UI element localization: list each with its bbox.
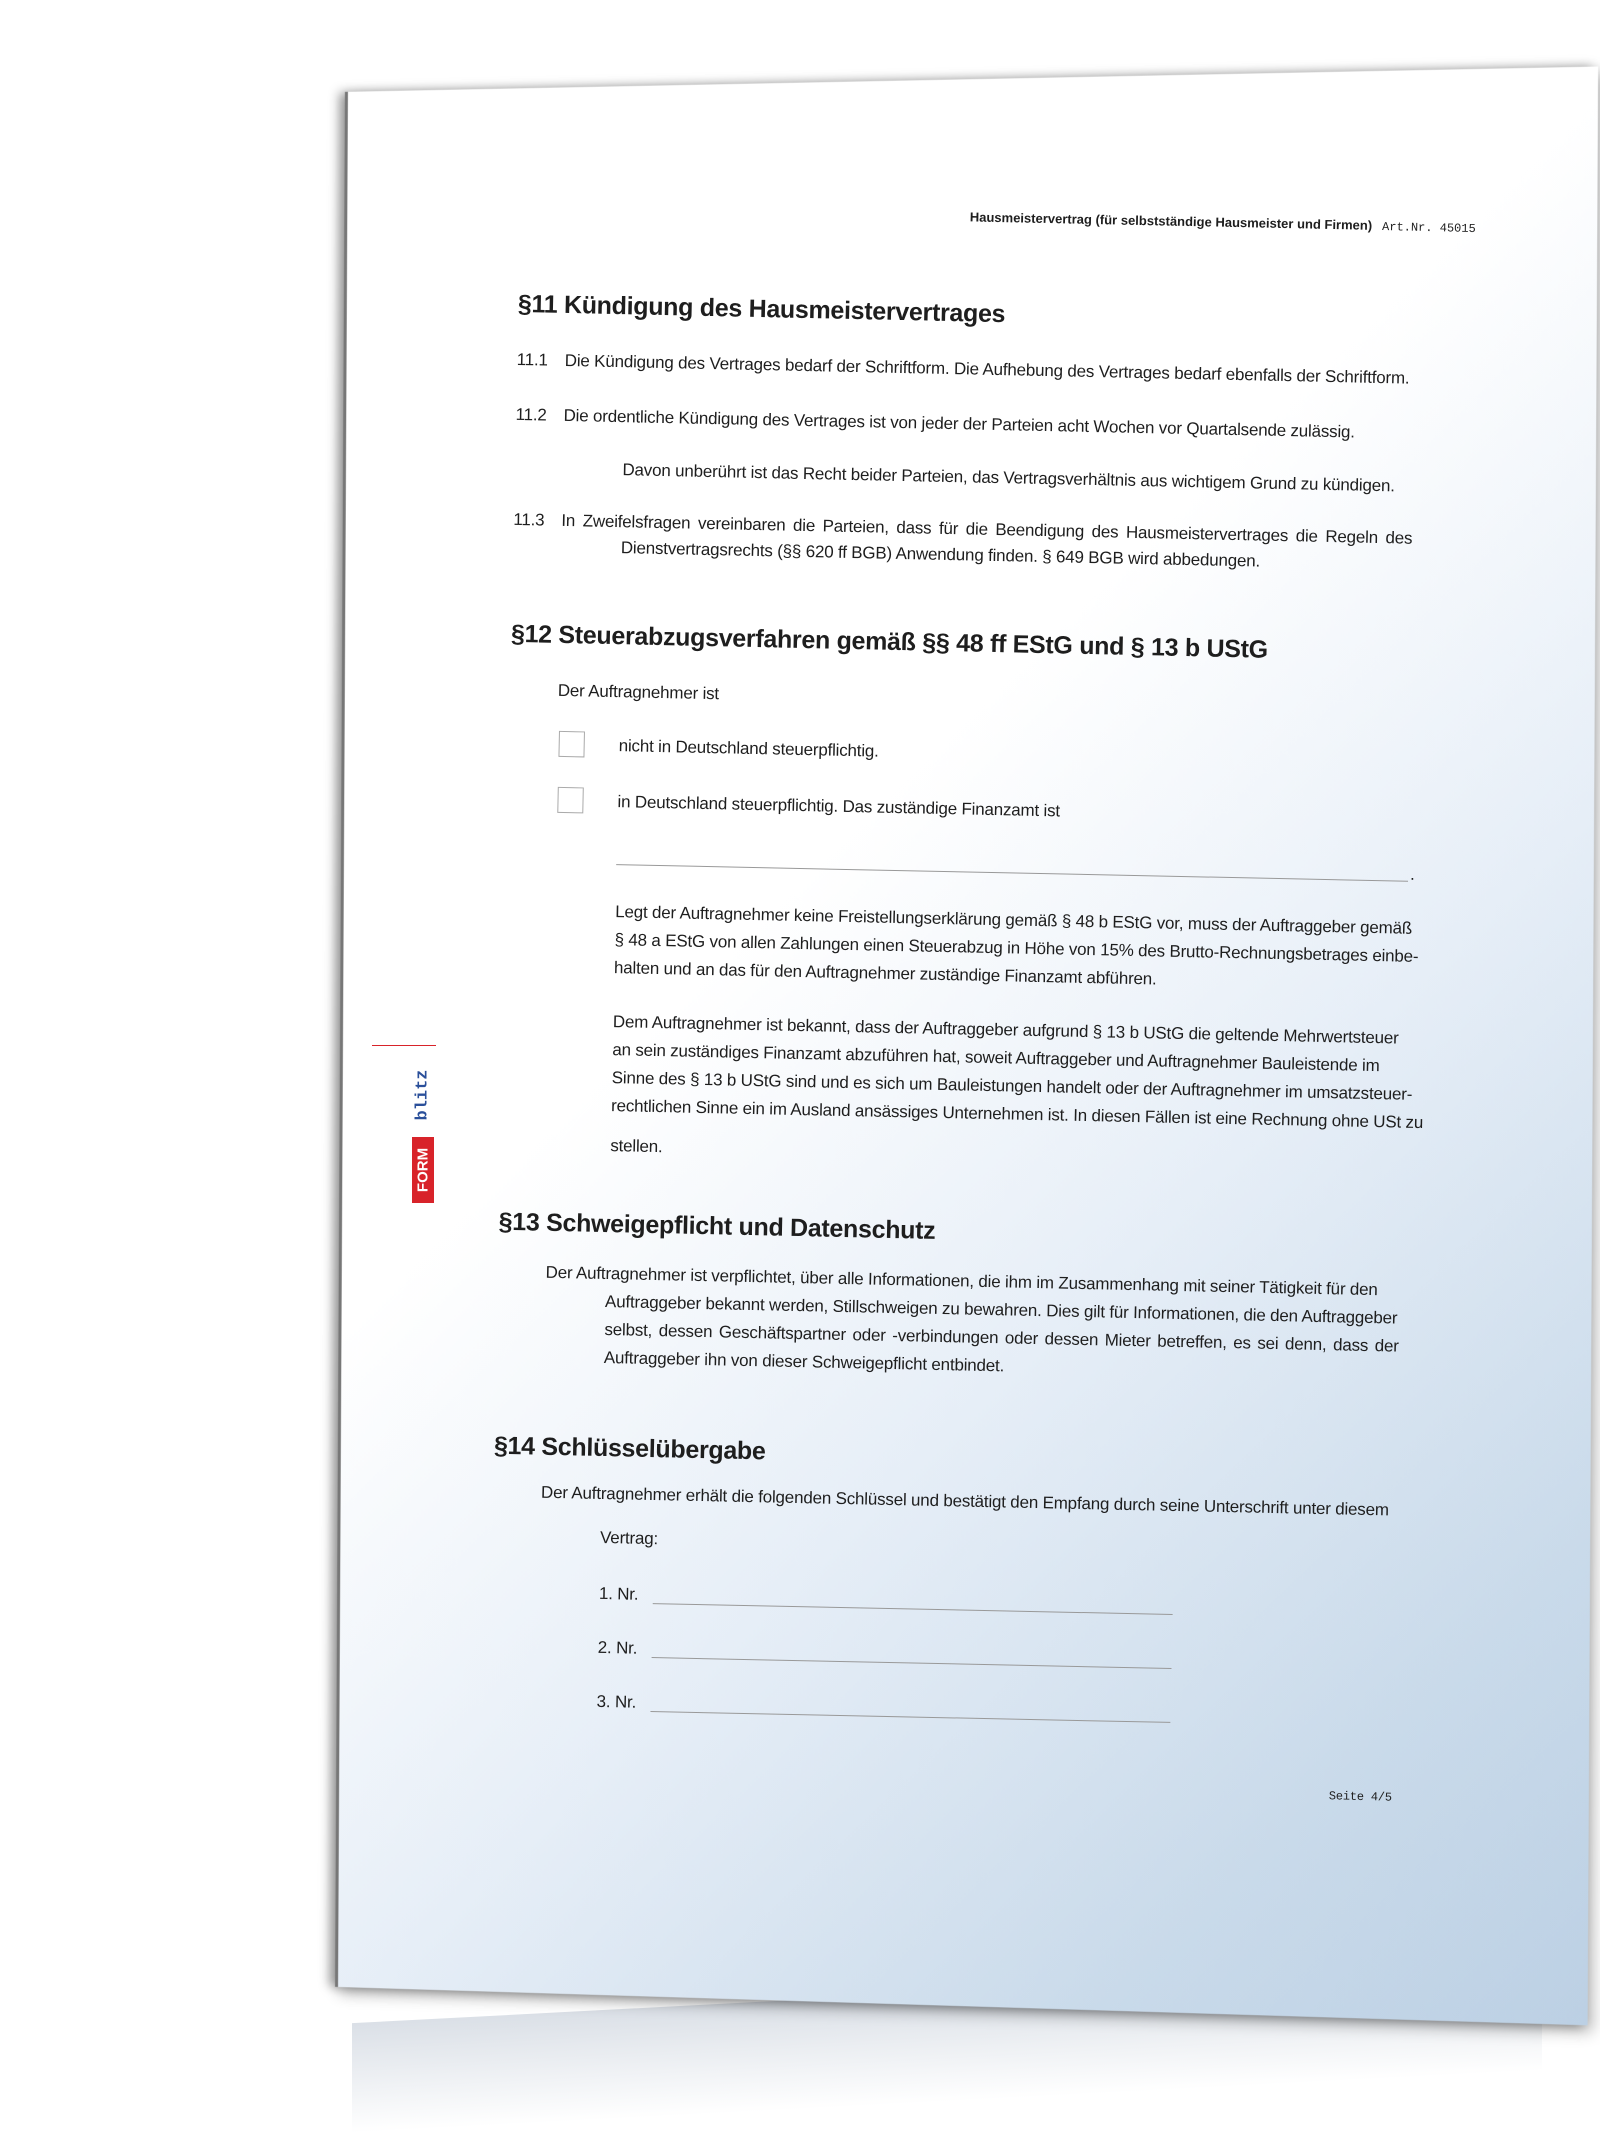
clause-11-2: Die ordentliche Kündigung des Vertrages ist von jeder der Parteien acht Wochen vor Quartalsende zulässig. xyxy=(563,405,1356,442)
paragraph-line: Vertrag: xyxy=(599,1527,659,1549)
paragraph-line: § 48 a EStG von allen Zahlungen einen Steuerabzug in Höhe von 15% des Brutto-Rechnungsbetrages einbe- xyxy=(614,930,1419,966)
tax-office-field[interactable] xyxy=(616,864,1408,882)
clause-number: 11.2 xyxy=(515,404,547,425)
paragraph-line: Dem Auftragnehmer ist bekannt, dass der Auftraggeber aufgrund § 13 b UStG die geltende Mehrwertsteuer xyxy=(612,1012,1399,1048)
key-2-field[interactable] xyxy=(652,1657,1172,1669)
paragraph-line: Sinne des § 13 b UStG sind und es sich um Bauleistungen handelt oder der Auftragnehmer im umsatzsteuer- xyxy=(611,1068,1413,1104)
paragraph-line: stellen. xyxy=(610,1136,663,1157)
logo-blitz: blitz xyxy=(413,1069,433,1121)
paragraph-line: Der Auftragnehmer ist verpflichtet, über alle Informationen, die ihm im Zusammenhang mit seiner Tätigkeit für den xyxy=(545,1262,1378,1300)
paragraph-line: an sein zuständiges Finanzamt abzuführen hat, soweit Auftraggeber und Auftragnehmer Bauleistende im xyxy=(612,1040,1380,1076)
clause-11-3-cont: Dienstvertragsrechts (§§ 620 ff BGB) Anwendung finden. § 649 BGB wird abbedungen. xyxy=(620,538,1261,571)
article-number: Art.Nr. 45015 xyxy=(1381,220,1476,236)
document-title: Hausmeistervertrag (für selbstständige Hausmeister und Firmen) xyxy=(969,209,1373,233)
paragraph-line: rechtlichen Sinne ein im Ausland ansässiges Unternehmen ist. In diesen Fällen ist eine Rechnung ohne USt zu xyxy=(610,1096,1424,1133)
key-label: 2. Nr. xyxy=(597,1637,638,1658)
section-13-heading: §13 Schweigepflicht und Datenschutz xyxy=(498,1207,936,1245)
paragraph-line: Der Auftragnehmer erhält die folgenden Schlüssel und bestätigt den Empfang durch seine Unterschrift unter diesem xyxy=(540,1482,1389,1520)
field-period: . xyxy=(1409,864,1415,884)
paragraph-line: selbst, dessen Geschäftspartner oder -verbindungen oder dessen Mieter betreffen, es sei denn, dass der xyxy=(604,1319,1399,1356)
checkbox-taxable[interactable] xyxy=(557,787,584,814)
section-14-heading: §14 Schlüsselübergabe xyxy=(493,1431,766,1466)
paragraph-line: Auftraggeber bekannt werden, Stillschweigen zu bewahren. Dies gilt für Informationen, die den Auftraggeber xyxy=(604,1292,1398,1328)
clause-11-3: In Zweifelsfragen vereinbaren die Parteien, dass für die Beendigung des Hausmeistervertrages die Regeln des xyxy=(561,510,1413,548)
logo-form: FORM xyxy=(414,1147,432,1193)
key-1-field[interactable] xyxy=(653,1603,1173,1615)
clause-number: 11.3 xyxy=(513,509,545,530)
key-3-field[interactable] xyxy=(650,1711,1170,1723)
page-number: Seite 4/5 xyxy=(1328,1789,1392,1805)
checkbox-not-taxable[interactable] xyxy=(558,731,585,758)
key-label: 1. Nr. xyxy=(598,1583,639,1604)
section-12-heading: §12 Steuerabzugsverfahren gemäß §§ 48 ff EStG und § 13 b UStG xyxy=(510,619,1269,664)
paragraph-line: halten und an das für den Auftragnehmer zuständige Finanzamt abführen. xyxy=(613,958,1157,989)
clause-number: 11.1 xyxy=(516,349,548,370)
clause-11-2-note: Davon unberührt ist das Recht beider Parteien, das Vertragsverhältnis aus wichtigem Grund zu kündigen. xyxy=(622,460,1395,496)
document-header xyxy=(970,209,1476,236)
clause-11-1: Die Kündigung des Vertrages bedarf der Schriftform. Die Aufhebung des Vertrages bedarf ebenfalls der Schriftform. xyxy=(564,350,1410,388)
section-12-intro: Der Auftragnehmer ist xyxy=(557,680,720,704)
option-taxable: in Deutschland steuerpflichtig. Das zuständige Finanzamt ist xyxy=(617,792,1061,821)
paragraph-line: Auftraggeber ihn von dieser Schweigepflicht entbindet. xyxy=(603,1347,1005,1376)
option-not-taxable: nicht in Deutschland steuerpflichtig. xyxy=(618,736,879,761)
key-label: 3. Nr. xyxy=(596,1691,637,1712)
paragraph-line: Legt der Auftragnehmer keine Freistellungserklärung gemäß § 48 b EStG vor, muss der Auftraggeber gemäß xyxy=(615,902,1413,938)
section-11-heading: §11 Kündigung des Hausmeistervertrages xyxy=(517,289,1006,329)
